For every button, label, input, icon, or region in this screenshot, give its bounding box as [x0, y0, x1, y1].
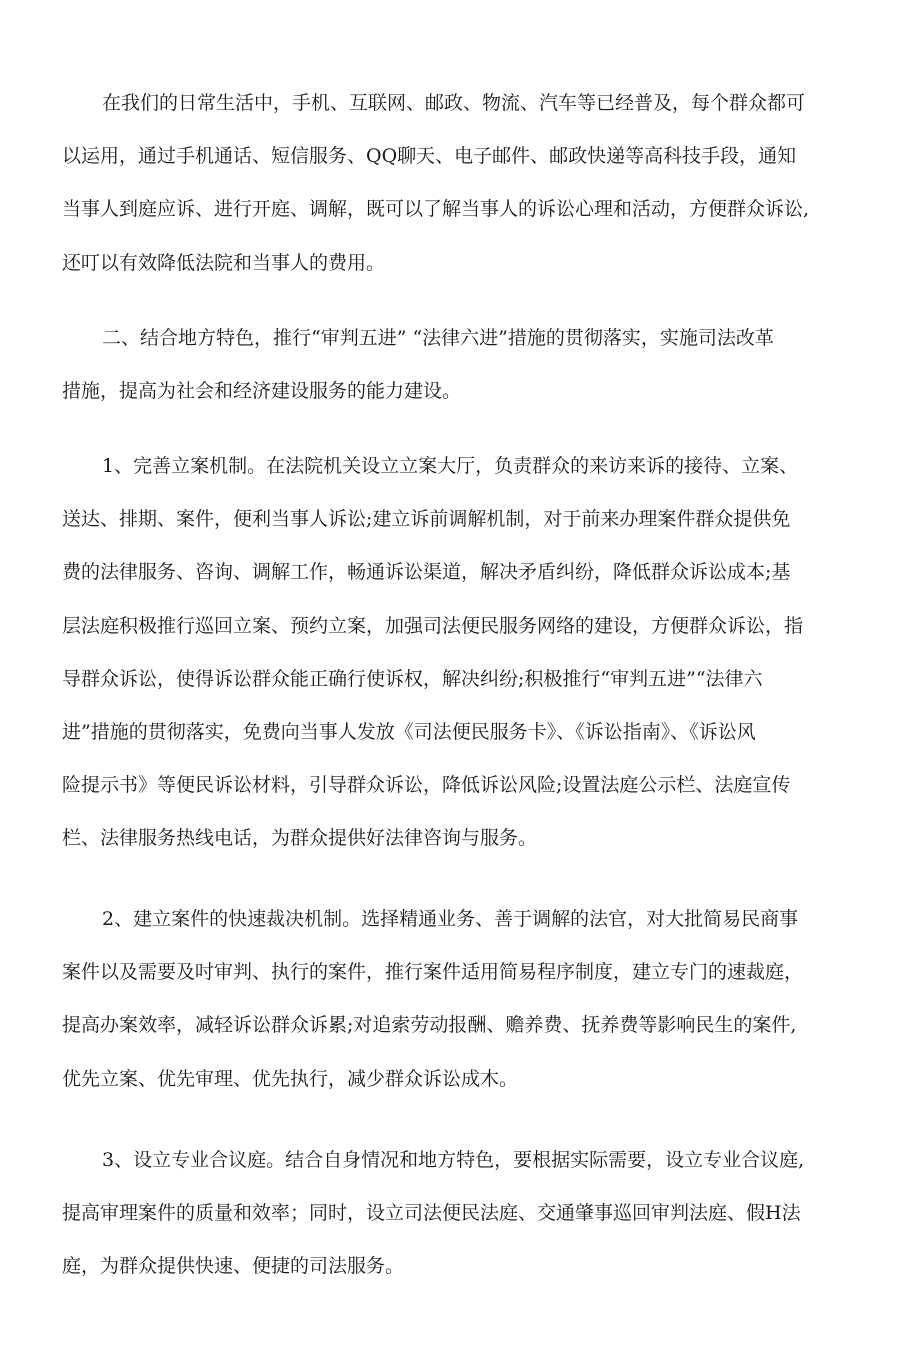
text-line: 险提示书》等便民诉讼材料，引导群众诉讼，降低诉讼风险;设置法庭公示栏、法庭宣传 — [62, 774, 791, 797]
text-line: 案件以及需要及吋审判、执行的案件，推行案件适用简易程序制度，建立专门的速裁庭， — [62, 961, 804, 984]
paragraph-item-3-collegial-panel — [62, 1134, 852, 1294]
text-line: 措施，提高为社会和经济建设服务的能力建设。 — [62, 380, 462, 403]
text-line: 庭，为群众提供快速、便捷的司法服务。 — [62, 1255, 405, 1278]
text-line: 提高审理案件的质量和效率；同时，设立司法便民法庭、交通肇事巡回审判法庭、假H法 — [62, 1202, 801, 1225]
text-line: 进”措施的贯彻落实，免费向当事人发放《司法便民服务卡》、《诉讼指南》、《诉讼风 — [62, 721, 756, 744]
paragraph-daily-life — [62, 77, 852, 290]
text-line: 以运用，通过手机通话、短信服务、QQ聊天、电子邮件、邮政快递等高科技手段，通知 — [62, 145, 797, 168]
text-line: 优先立案、优先审理、优先执行，减少群众诉讼成木。 — [62, 1067, 519, 1090]
text-line: 1、完善立案机制。在法院机关设立立案大厅，负责群众的来访来诉的接待、立案、 — [102, 455, 799, 477]
text-line: 层法庭积极推行巡回立案、预约立案，加强司法便民服务网络的建设，方便群众诉讼，指 — [62, 614, 804, 637]
text-line: 送达、排期、案件，便利当事人诉讼;建立诉前调解机制，对于前来办理案件群众提供免 — [62, 508, 791, 531]
text-line: 3、设立专业合议庭。结合自身情况和地方特色，要根据实际需要，设立专业合议庭, — [102, 1149, 805, 1171]
paragraph-section-two-heading — [62, 312, 852, 418]
text-line: 导群众诉讼，使得诉讼群众能正确行使诉权，解决纠纷;积极推行“审判五进”“法律六 — [62, 667, 763, 690]
text-line: 在我们的日常生活中，手机、互联网、邮政、物流、汽车等已经普及，每个群众都可 — [102, 92, 806, 114]
text-line: 2、建立案件的快速裁决机制。选择精通业务、善于调解的法官，对大批简易民商事 — [102, 908, 799, 930]
text-line: 费的法律服务、咨询、调解工作，畅通诉讼渠道，解决矛盾纠纷，降低群众诉讼成本;基 — [62, 561, 791, 584]
paragraph-item-1-filing-mechanism — [62, 440, 852, 866]
text-line: 二、结合地方特色，推行“审判五进” “法律六进”措施的贯彻落实，实施司法改革 — [102, 327, 774, 349]
paragraph-item-2-fast-ruling — [62, 893, 852, 1106]
text-line: 栏、法律服务热线电话，为群众提供好法律咨询与服务。 — [62, 827, 538, 850]
text-line: 还叮以有效降低法院和当事人的费用。 — [62, 251, 386, 274]
text-line: 当事人到庭应诉、进行开庭、调解，既可以了解当事人的诉讼心理和活动，方便群众诉讼, — [62, 198, 810, 221]
text-line: 提高办案效率，减轻诉讼群众诉累;对追索劳动报酬、赡养费、抚养费等影响民生的案件, — [62, 1014, 797, 1037]
